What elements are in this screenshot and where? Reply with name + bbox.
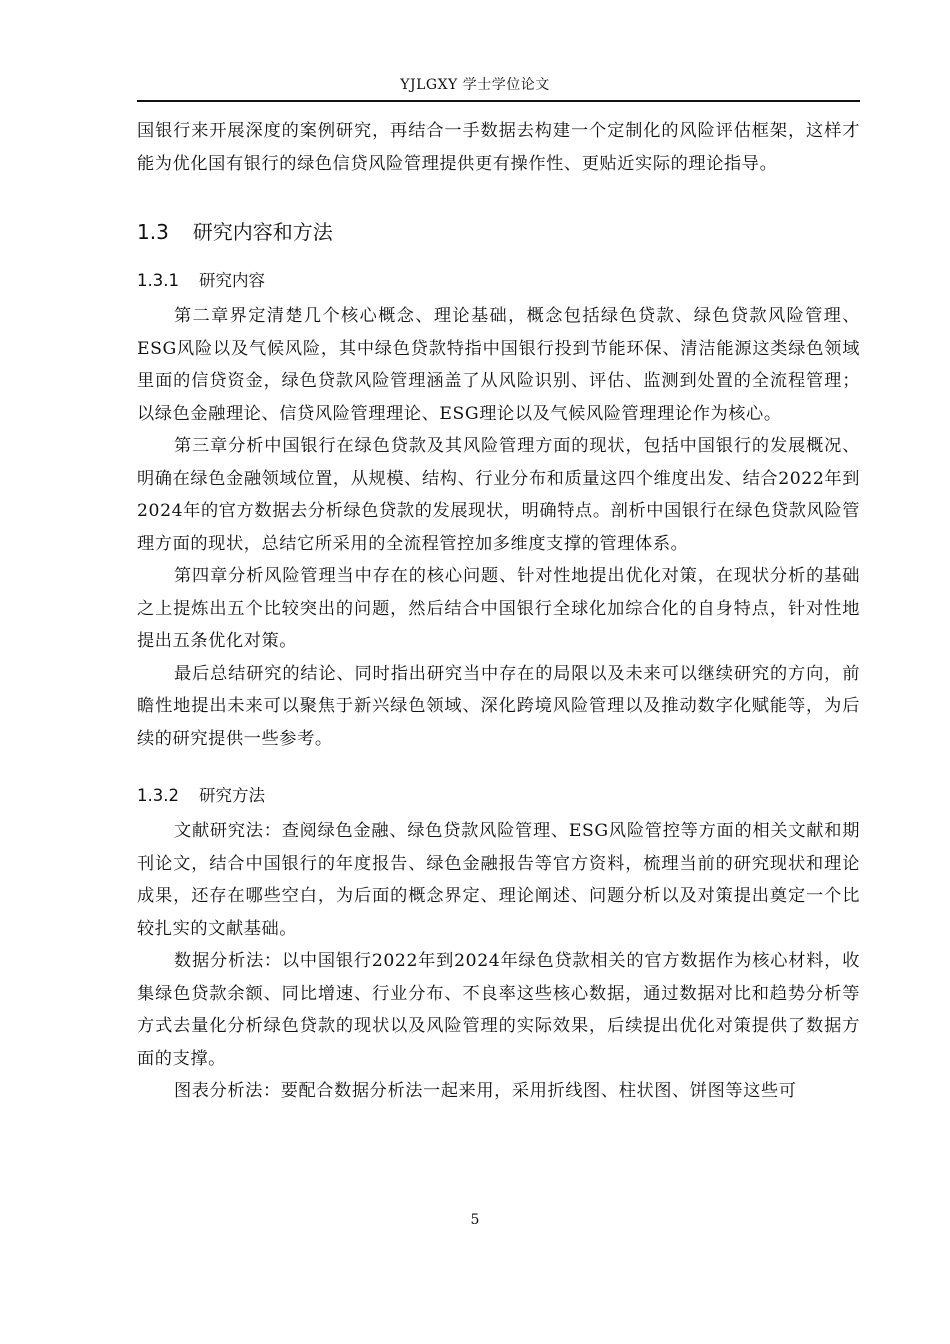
header-rule: [137, 100, 860, 102]
section-heading-1-3: [137, 216, 860, 248]
content-paragraph: 最后总结研究的结论、同时指出研究当中存在的局限以及未来可以继续研究的方向，前瞻性地提出未来可以聚焦于新兴绿色领域、深化跨境风险管理以及推动数字化赋能等，为后续的研究提供一些参考。: [137, 663, 860, 749]
page-body: [137, 115, 860, 1108]
subsection-heading-1-3-2: [137, 781, 860, 811]
page-number: 5: [470, 1212, 480, 1228]
subsection-number: 1.3.1: [137, 271, 179, 290]
method-paragraph: 图表分析法：要配合数据分析法一起来用，采用折线图、柱状图、饼图等这些可: [174, 1081, 797, 1101]
subsection-title: 研究方法: [198, 786, 265, 805]
method-paragraph: 数据分析法：以中国银行2022年到2024年绿色贷款相关的官方数据作为核心材料，收集绿色贷款余额、同比增速、行业分布、不良率这些核心数据，通过数据对比和趋势分析等方式去量化分析绿色贷款的现状以及风险管理的实际效果，后续提出优化对策提供了数据方面的支撑。: [137, 951, 860, 1069]
intro-continuation: 国银行来开展深度的案例研究，再结合一手数据去构建一个定制化的风险评估框架，这样才能为优化国有银行的绿色信贷风险管理提供更有操作性、更贴近实际的理论指导。: [137, 121, 860, 174]
method-paragraph: 文献研究法：查阅绿色金融、绿色贷款风险管理、ESG风险管控等方面的相关文献和期刊论文，结合中国银行的年度报告、绿色金融报告等官方资料，梳理当前的研究现状和理论成果，还存在哪些空白，为后面的概念界定、理论阐述、问题分析以及对策提出奠定一个比较扎实的文献基础。: [137, 821, 860, 939]
content-paragraph: 第二章界定清楚几个核心概念、理论基础，概念包括绿色贷款、绿色贷款风险管理、ESG风险以及气候风险，其中绿色贷款特指中国银行投到节能环保、清洁能源这类绿色领域里面的信贷资金，绿色贷款风险管理涵盖了从风险识别、评估、监测到处置的全流程管理；以绿色金融理论、信贷风险管理理论、ESG理论以及气候风险管理理论作为核心。: [137, 306, 860, 424]
section-number: 1.3: [137, 220, 169, 244]
subsection-heading-1-3-1: [137, 266, 860, 296]
content-paragraph: 第三章分析中国银行在绿色贷款及其风险管理方面的现状，包括中国银行的发展概况、明确在绿色金融领域位置，从规模、结构、行业分布和质量这四个维度出发、结合2022年到2024年的官方数据去分析绿色贷款的发展现状，明确特点。剖析中国银行在绿色贷款风险管理方面的现状，总结它所采用的全流程管控加多维度支撑的管理体系。: [137, 436, 860, 554]
running-header: YJLGXY 学士学位论文: [400, 77, 550, 93]
section-title: 研究内容和方法: [192, 220, 333, 244]
subsection-title: 研究内容: [198, 271, 265, 290]
subsection-number: 1.3.2: [137, 786, 179, 805]
content-paragraph: 第四章分析风险管理当中存在的核心问题、针对性地提出优化对策，在现状分析的基础之上提炼出五个比较突出的问题，然后结合中国银行全球化加综合化的自身特点，针对性地提出五条优化对策。: [137, 566, 860, 651]
